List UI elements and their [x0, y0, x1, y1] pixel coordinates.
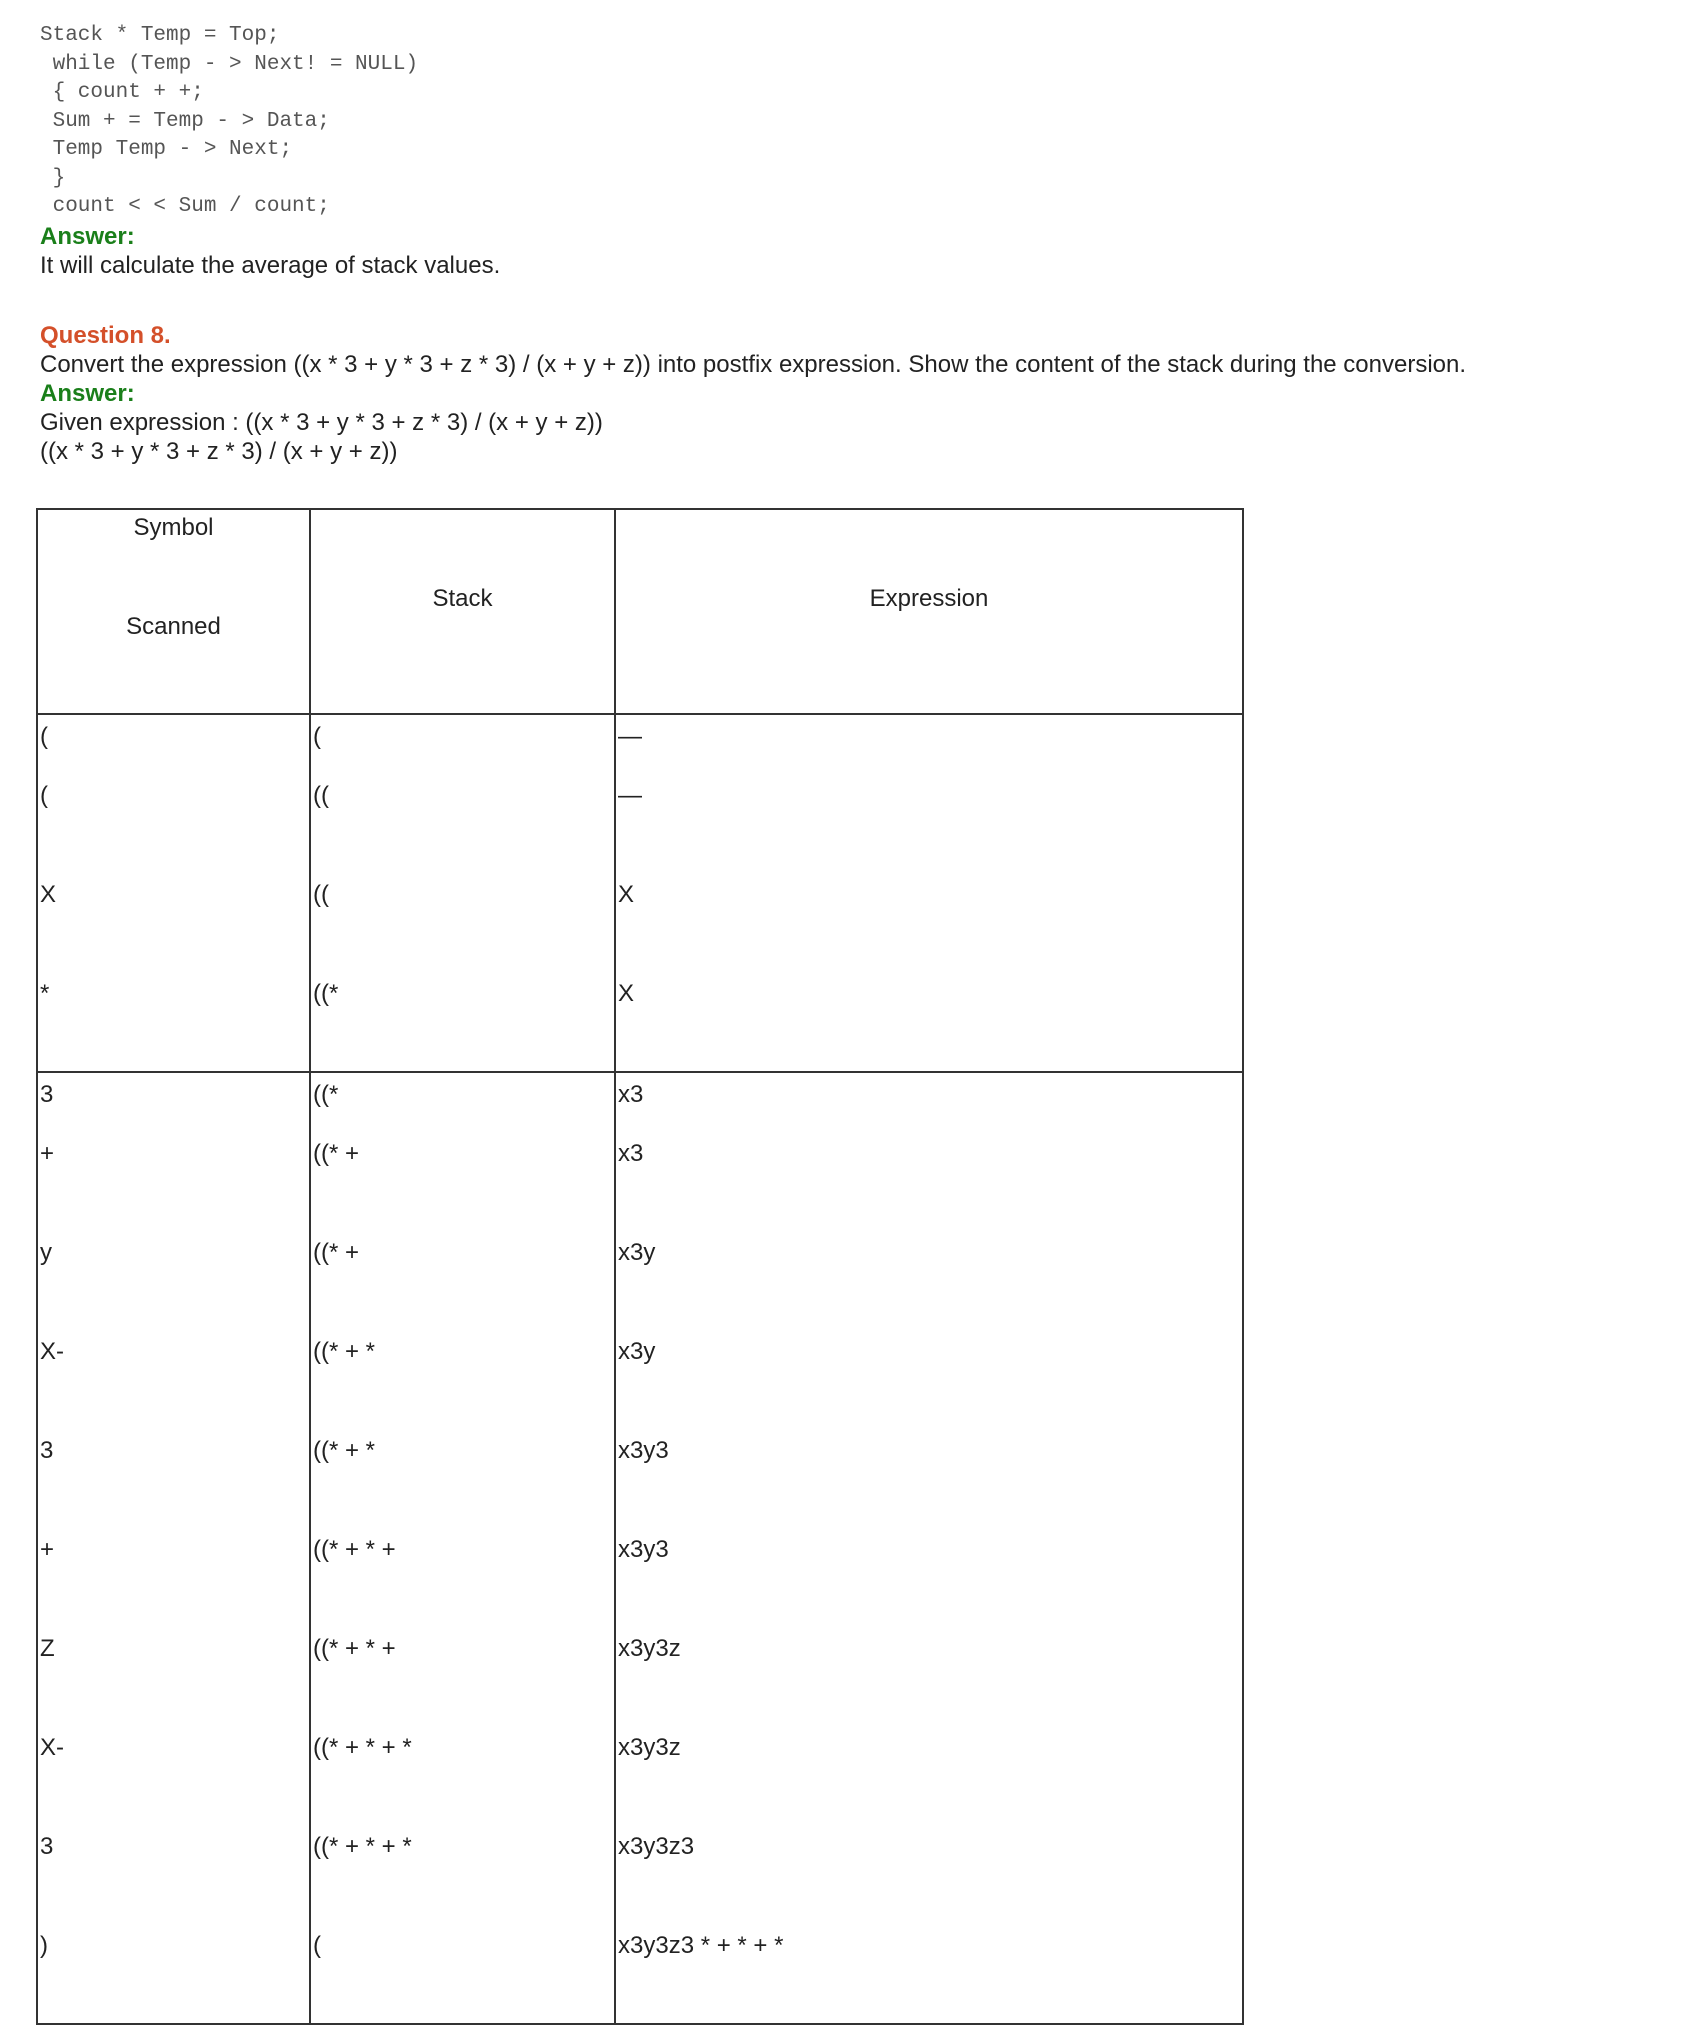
- header-symbol: Symbol: [133, 514, 214, 541]
- code-line: while (Temp - > Next! = NULL): [40, 52, 419, 76]
- given-expression: Given expression : ((x * 3 + y * 3 + z * 3) / (x + y + z)): [40, 409, 603, 436]
- stack-cell: ((* + *: [313, 1338, 376, 1365]
- stack-column: [310, 714, 615, 1072]
- expression-cell: x3: [618, 1081, 644, 1108]
- expression-cell: x3y: [618, 1239, 656, 1266]
- symbol-cell: *: [40, 980, 50, 1007]
- stack-cell: ((: [313, 782, 329, 809]
- table-header-row: [37, 509, 1243, 714]
- expression-cell: x3y3z3 * + * + *: [618, 1932, 784, 1959]
- code-line: count < < Sum / count;: [40, 195, 330, 218]
- symbol-cell: 3: [40, 1081, 54, 1108]
- symbol-cell: y: [40, 1239, 52, 1266]
- stack-cell: ((* + *: [313, 1437, 376, 1464]
- stack-cell: ((* + * + *: [313, 1833, 412, 1860]
- question-title: Question 8.: [40, 322, 171, 349]
- symbol-column: [37, 1072, 310, 2024]
- code-line: Temp Temp - > Next;: [40, 138, 293, 161]
- symbol-cell: 3: [40, 1437, 54, 1464]
- symbol-cell: 3: [40, 1833, 54, 1860]
- code-line: Stack * Temp = Top;: [40, 24, 280, 47]
- stack-cell: ((*: [313, 1081, 339, 1108]
- header-scanned: Scanned: [126, 613, 221, 640]
- symbol-cell: X: [40, 881, 57, 908]
- expression-cell: x3y3z: [618, 1635, 681, 1662]
- conversion-table: [36, 508, 1244, 2025]
- symbol-cell: (: [40, 782, 48, 809]
- table-row: [37, 714, 1243, 1072]
- symbol-cell: +: [40, 1140, 55, 1167]
- expression-cell: —: [618, 723, 642, 750]
- stack-cell: (: [313, 723, 321, 750]
- symbol-cell: (: [40, 723, 48, 750]
- stack-cell: ((* + * + *: [313, 1734, 412, 1761]
- expression-cell: x3y3z: [618, 1734, 681, 1761]
- expression-cell: X: [618, 881, 635, 908]
- expression-cell: x3y3: [618, 1536, 669, 1563]
- stack-cell: ((* +: [313, 1140, 360, 1167]
- stack-cell: ((* +: [313, 1239, 360, 1266]
- header-expression: Expression: [869, 585, 989, 612]
- expression-line: ((x * 3 + y * 3 + z * 3) / (x + y + z)): [40, 438, 398, 465]
- expression-cell: x3y3z3: [618, 1833, 695, 1860]
- symbol-cell: Z: [40, 1635, 55, 1662]
- header-stack: Stack: [432, 585, 493, 612]
- answer-label: Answer:: [40, 380, 135, 407]
- code-block: [40, 22, 418, 222]
- symbol-cell: X-: [40, 1338, 64, 1365]
- code-line: Sum + = Temp - > Data;: [40, 109, 330, 133]
- header-expression-cell: [615, 509, 1243, 714]
- stack-cell: ((*: [313, 980, 339, 1007]
- question-text: Convert the expression ((x * 3 + y * 3 + z * 3) / (x + y + z)) into postfix expression. Show the content of the stack during the conversion.: [40, 351, 1467, 378]
- answer-text: It will calculate the average of stack values.: [40, 252, 501, 279]
- expression-column: [615, 714, 1243, 1072]
- stack-cell: ((* + * +: [313, 1635, 396, 1662]
- header-symbol-scanned: [37, 509, 310, 714]
- table-row: [37, 1072, 1243, 2024]
- code-line: }: [40, 166, 66, 190]
- expression-cell: X: [618, 980, 635, 1007]
- symbol-column: [37, 714, 310, 1072]
- stack-cell: ((* + * +: [313, 1536, 396, 1563]
- expression-cell: x3y: [618, 1338, 656, 1365]
- header-stack-cell: [310, 509, 615, 714]
- expression-cell: x3y3: [618, 1437, 669, 1464]
- stack-column: [310, 1072, 615, 2024]
- expression-cell: x3: [618, 1140, 644, 1167]
- code-line: { count + +;: [40, 81, 204, 104]
- expression-cell: —: [618, 782, 642, 809]
- symbol-cell: ): [40, 1932, 48, 1959]
- answer-label: Answer:: [40, 223, 135, 250]
- symbol-cell: +: [40, 1536, 55, 1563]
- stack-cell: (: [313, 1932, 321, 1959]
- symbol-cell: X-: [40, 1734, 64, 1761]
- stack-cell: ((: [313, 881, 329, 908]
- expression-column: [615, 1072, 1243, 2024]
